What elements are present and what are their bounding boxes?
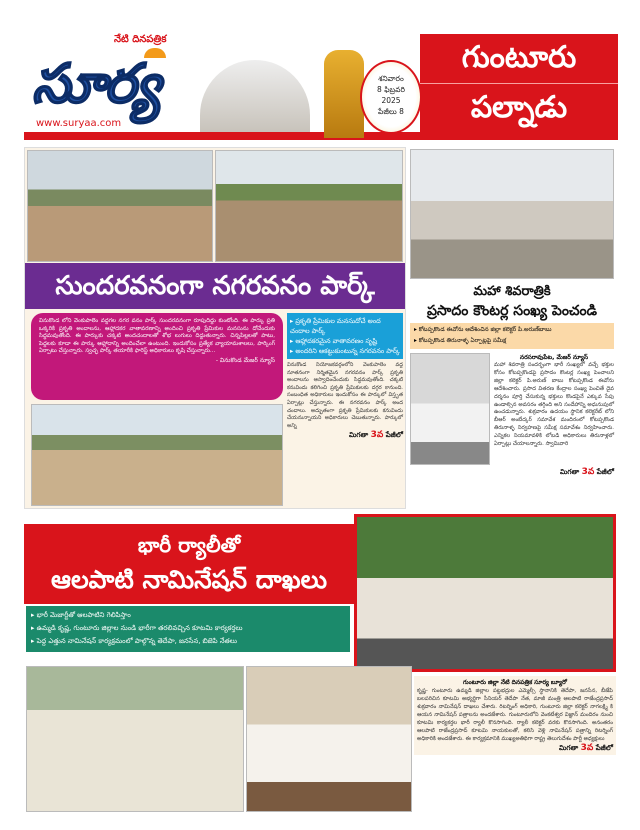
- day: శనివారం: [378, 74, 404, 83]
- shivaratri-bullets: [410, 323, 614, 349]
- rally-crowd-photo: [26, 666, 244, 812]
- edition-palnadu: పల్నాడు: [470, 90, 568, 125]
- website-link[interactable]: www.suryaa.com: [36, 118, 122, 129]
- dateline: గుంటూరు జిల్లా నేటి దినపత్రిక సూర్య బ్యూరో: [463, 679, 567, 686]
- continued-suffix: పేజీలో: [595, 744, 613, 752]
- park-headline: సుందరవనంగా నగరవనం పార్క్: [25, 263, 405, 309]
- park-body-text: వినుకొండ నియోజకవర్గంలోని వెంకుపాలెం వద్ద నూతనంగా నిర్మితమైన నగరవనం పార్క్ ప్రకృతి అందాలను ఆస్వాదించేందుకు సిద్ధమవుతోంది. చక్కటి కనువిందు కలిగించి ప్రకృతి ప్రేమికులకు దగ్గర కానుంది. సంబంధిత అధికారులు ఇందుకోసం ఈ పార్కులో విస్తృత ఏర్పాట్లు చేస్తున్నారు. ఈ నగరవనం పార్క్ అంద చందాలు. అద్భుతంగా ప్రకృతి ప్రేమికులకు కనువిందు చేయనున్నాయని అధికారులు చెబుతున్నారు. పార్కులో అన్ని: [287, 362, 403, 429]
- masthead: [24, 20, 618, 142]
- stupa-image: [200, 60, 310, 132]
- park-bullets: [287, 313, 403, 359]
- date-badge: [360, 60, 422, 134]
- park-body: [287, 362, 403, 440]
- collector-photo: [410, 353, 490, 465]
- nomination-filing-photo: [246, 666, 412, 812]
- nomination-headline: [24, 524, 354, 604]
- shivaratri-bullet: ▸ కోటప్పకొండ ఈవోను ఆదేశించిన జిల్లా కలెక్టర్ పి.అరుణ్‌బాబు: [414, 325, 610, 336]
- nomination-continued[interactable]: [417, 743, 613, 753]
- nomination-bullet: ▸ ఉమ్మడి కృష్ణ, గుంటూరు జిల్లాల నుండి భారీగా తరలివచ్చిన కూటమి కార్యకర్తలు: [31, 622, 345, 635]
- continued-page: 3వ: [581, 467, 595, 477]
- headline-line2: ఆలపాటి నామినేషన్ దాఖలు: [51, 565, 327, 594]
- story-shivaratri: [410, 149, 614, 477]
- shivaratri-continued[interactable]: [410, 467, 614, 477]
- continued-page: 3వ: [580, 743, 594, 753]
- park-right-column: [287, 313, 403, 440]
- story-nomination: [24, 514, 618, 814]
- nomination-bullet: ▸ పెద్ద ఎత్తున నామినేషన్ కార్యక్రమంలో పాల్గొన్న తెదేపా, జనసేన, బిజెపి నేతలు: [31, 635, 345, 648]
- nomination-body-text: కృష్ణ- గుంటూరు ఉమ్మడి జిల్లాల పట్టభద్రుల ఎమ్మెల్సీ స్థానానికి తెదేపా, జనసేన, బీజేపి బలపరిచిన కూటమి అభ్యర్థిగా సీనియర్ తెదేపా నేత, మాజీ మంత్రి ఆలపాటి రాజేంద్రప్రసాద్ శుక్రవారం నామినేషన్ దాఖలు చేశారు. రిటర్నింగ్ అధికారి, గుంటూరు జిల్లా కలెక్టర్ నాగలక్ష్మి కి ఆయన నామినేషన్ పత్రాలను అందజేశారు. గుంటూరులోని వెంకటేశ్వర విజ్ఞాన్ మందిరం నుంచి కూటమి కార్యకర్తల భారీ ర్యాలీ కొనసాగింది. ర్యాలీ కలెక్టర్ వరకు కొనసాగింది. అనంతరం ఆలపాటి రాజేంద్రప్రసాద్ కూటమి నాయకులతో, కలిసి వెళ్లి నామినేషన్ పత్రాన్ని రిటర్నింగ్ అధికారికి అందజేశారు. ఈ కార్యక్రమానికి ముఖ్యఅతిథిగా రాష్ట్ర తెలుగుదేశం పార్టీ అధ్యక్షులు: [417, 688, 613, 742]
- shivaratri-headline: [410, 283, 614, 321]
- park-continued[interactable]: [287, 430, 403, 440]
- page-count: పేజీలు 8: [378, 107, 404, 116]
- headline-line1: మహా శివరాత్రికి: [473, 284, 551, 299]
- statue-image: [324, 50, 364, 138]
- nomination-body: [414, 676, 616, 755]
- park-bullet: ▸ ప్రకృతి ప్రేమికుల మనసుదోచే అంద చందాల పార్క్: [290, 316, 400, 336]
- park-summary-box: [31, 313, 283, 400]
- park-bullet: ▸ అందరిని ఆకట్టుకుంటున్న నగరవనం పార్క్: [290, 346, 400, 356]
- nomination-bullet: ▸ భారీ మెజార్టీతో ఆలపాటిని గెలిపిస్తాం: [31, 609, 345, 622]
- logo: సూర్య: [32, 52, 159, 115]
- year: 2025: [381, 96, 401, 105]
- officials-photo: [410, 149, 614, 279]
- story-park: [24, 147, 406, 509]
- shivaratri-body-text: మహా శివరాత్రి సందర్భంగా భారీ సంఖ్యలో వచ్చే భక్తుల కోసం కోటప్పకొండపై ప్రసాదం కౌంటర్ల సంఖ్య పెంచాలని జిల్లా కలెక్టర్ పి.అరుణ్ బాబు కోటప్పకొండ ఈవోను ఆదేశించారు. ప్రసాద వితరణ కేంద్రాల సంఖ్య పెంచితే దైవ దర్శనం పూర్తి చేసుకున్న భక్తులు కొండపైనే ఎక్కువ సేపు ఉండాల్సిన అవసరం తగ్గింది అని సందేహాన్ని అధునుపులో ఉంచడున్నారు. శుక్రవారం ఉదయం స్థానిక కలెక్టరేట్ లోని బీఆర్ అంబేద్కర్ సమావేశ మందిరంలో కోటప్పకొండ తిరునాళ్ళ నిర్వహణపై సమీక్ష సమావేశం నిర్వహించారు. ఎన్నికల నియమావళికి లోబడి అధికారులు తిరునాళ్లలో ఏర్పాట్లు చేయాలన్నారు. స్వామివారి: [494, 362, 614, 448]
- date: 8 ఫిబ్రవరి: [377, 85, 405, 94]
- headline-line1: భారీ ర్యాలీతో: [137, 533, 241, 557]
- park-bullet: ▸ ఆహ్లాదకరమైన వాతావరణం సృష్టి: [290, 336, 400, 346]
- continued-label: మిగతా: [560, 468, 580, 476]
- rally-leaders-photo: [354, 514, 616, 672]
- shivaratri-bullet: ▸ కోటప్పకొండ తిరునాళ్ళ ఏర్పాట్లపై సమీక్ష: [414, 336, 610, 347]
- continued-suffix: పేజీలో: [385, 431, 403, 440]
- park-photo-gazebo: [27, 150, 213, 262]
- continued-suffix: పేజీలో: [596, 468, 614, 476]
- edition-guntur: గుంటూరు: [420, 34, 618, 84]
- continued-label: మిగతా: [559, 744, 579, 752]
- park-photo-grounds: [215, 150, 403, 262]
- tagline: నేటి దినపత్రిక: [114, 34, 167, 45]
- dateline: నరసరావుపేట, మేజర్ న్యూస్: [519, 354, 589, 361]
- nomination-bullets: [26, 606, 350, 652]
- edition-box: [420, 34, 618, 134]
- park-summary: వినుకొండ లోని వెంకుపాలెం వద్దగల నగర వనం పార్క్ సుందరవనంగా రూపుదిద్దు కుంటోంది. ఈ పార్కు ప్రతి ఒక్కరికి ప్రకృతి అందాలను, ఆహ్లాదకర వాతావరణాన్ని అందించి ప్రకృతి ప్రేమికుల మనసును దోచేందుకు సిద్ధమవుతోంది. ఈ పార్కుకు చక్కటి అందచందాలతో శోభ లుగులు దిద్దుతున్నారు. చిన్నపిల్లలతో పాటు, పెద్దలకు కూడా ఈ పార్కు ఆహ్లాదాన్ని అందించేలా ఉంటుంది. ఇందుకోసం ప్రత్యేక వ్యాయామశాలలు, పార్కింగ్ ఏర్పాటు చేస్తున్నారు. స్వచ్ఛ పార్క్ తయారీకి ఫారెస్ట్ అధికారులు కృషి చేస్తున్నారు...: [39, 318, 275, 355]
- continued-page: 3వ: [370, 430, 384, 441]
- shivaratri-body: [410, 353, 614, 477]
- park-photo-playground: [31, 404, 283, 506]
- continued-label: మిగతా: [349, 431, 369, 440]
- park-byline: - వినుకొండ మేజర్ న్యూస్: [215, 356, 275, 364]
- headline-line2: ప్రసాదం కౌంటర్ల సంఖ్య పెంచండి: [426, 303, 598, 319]
